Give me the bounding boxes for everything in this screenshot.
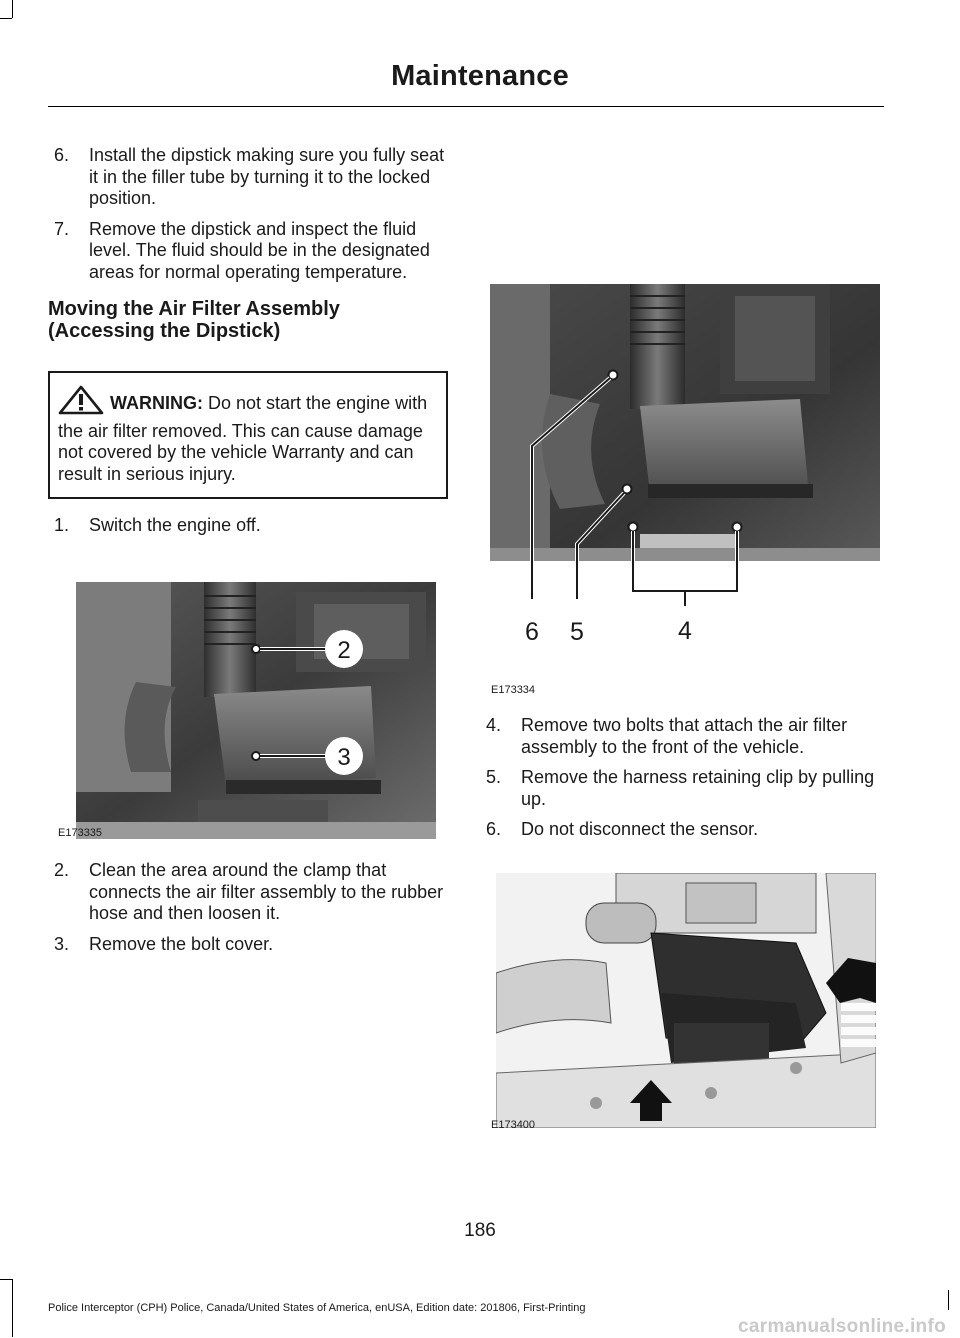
step-item xyxy=(480,767,880,810)
left-column-lower xyxy=(48,860,448,964)
step-text: Remove the dipstick and inspect the fluid level. The fluid should be in the designated areas for normal operating temperature. xyxy=(89,218,430,282)
callout-3: 3 xyxy=(337,744,351,771)
section-heading: Moving the Air Filter Assembly (Accessing the Dipstick) xyxy=(48,298,340,342)
figure-id: E173400 xyxy=(491,1119,536,1131)
step-text: Remove two bolts that attach the air filter assembly to the front of the vehicle. xyxy=(521,715,848,757)
warning-label: WARNING: xyxy=(110,393,203,413)
steps-list xyxy=(48,145,448,283)
steps-list xyxy=(48,860,448,955)
crop-mark xyxy=(0,18,12,19)
engine-photo-illustration xyxy=(490,284,880,684)
steps-list xyxy=(480,715,880,841)
engine-photo-figure-1 xyxy=(58,582,436,839)
warning-triangle-icon xyxy=(58,385,110,421)
crop-mark xyxy=(12,1279,13,1337)
step-number: 3. xyxy=(54,933,70,954)
step-item xyxy=(480,715,880,758)
step-item xyxy=(48,219,448,284)
left-column xyxy=(48,145,448,546)
crop-mark xyxy=(12,0,13,18)
step-number: 1. xyxy=(54,515,70,535)
step-item xyxy=(48,860,448,925)
step-number: 7. xyxy=(54,218,70,239)
callout-6: 6 xyxy=(525,618,539,646)
step-number: 2. xyxy=(54,860,70,880)
page-title: Maintenance xyxy=(391,60,569,92)
step-number: 4. xyxy=(486,715,502,735)
callout-2: 2 xyxy=(337,637,351,664)
callout-5: 5 xyxy=(570,618,584,646)
page-number: 186 xyxy=(464,1220,496,1241)
step-number: 5. xyxy=(486,767,502,787)
right-column xyxy=(480,715,880,850)
step-text: Remove the bolt cover. xyxy=(89,933,274,954)
step-item xyxy=(480,819,880,841)
step-number: 6. xyxy=(54,145,70,165)
step-number: 6. xyxy=(486,819,502,839)
step-text: Clean the area around the clamp that connects the air filter assembly to the rubber hose and then loosen it. xyxy=(89,860,444,923)
callout-4: 4 xyxy=(678,617,692,645)
watermark: carmanualsonline.info xyxy=(738,1316,946,1337)
header-divider xyxy=(48,106,884,107)
crop-mark xyxy=(0,1279,12,1280)
engine-line-illustration xyxy=(496,873,876,1128)
warning-box xyxy=(48,371,448,499)
step-text: Do not disconnect the sensor. xyxy=(521,819,759,839)
step-item xyxy=(48,515,448,537)
steps-list xyxy=(48,515,448,537)
engine-photo-illustration xyxy=(76,582,436,839)
step-item xyxy=(48,934,448,956)
engine-illustration-figure-3 xyxy=(491,873,876,1131)
step-text: Remove the harness retaining clip by pulling up. xyxy=(521,767,875,809)
figure-id: E173334 xyxy=(491,684,536,696)
figure-id: E173335 xyxy=(58,827,103,839)
footer-text: Police Interceptor (CPH) Police, Canada/United States of America, enUSA, Edition date: 201806, First-Printing xyxy=(48,1302,586,1314)
crop-mark xyxy=(948,1290,949,1310)
step-text: Switch the engine off. xyxy=(89,515,261,535)
warning-text: Do not start the engine with the air filter removed. This can cause damage not covered by the vehicle Warranty and can result in serious injury. xyxy=(58,393,428,484)
step-item xyxy=(48,145,448,210)
step-text: Install the dipstick making sure you fully seat it in the filler tube by turning it to the locked position. xyxy=(89,145,445,208)
engine-photo-figure-2 xyxy=(490,284,880,696)
